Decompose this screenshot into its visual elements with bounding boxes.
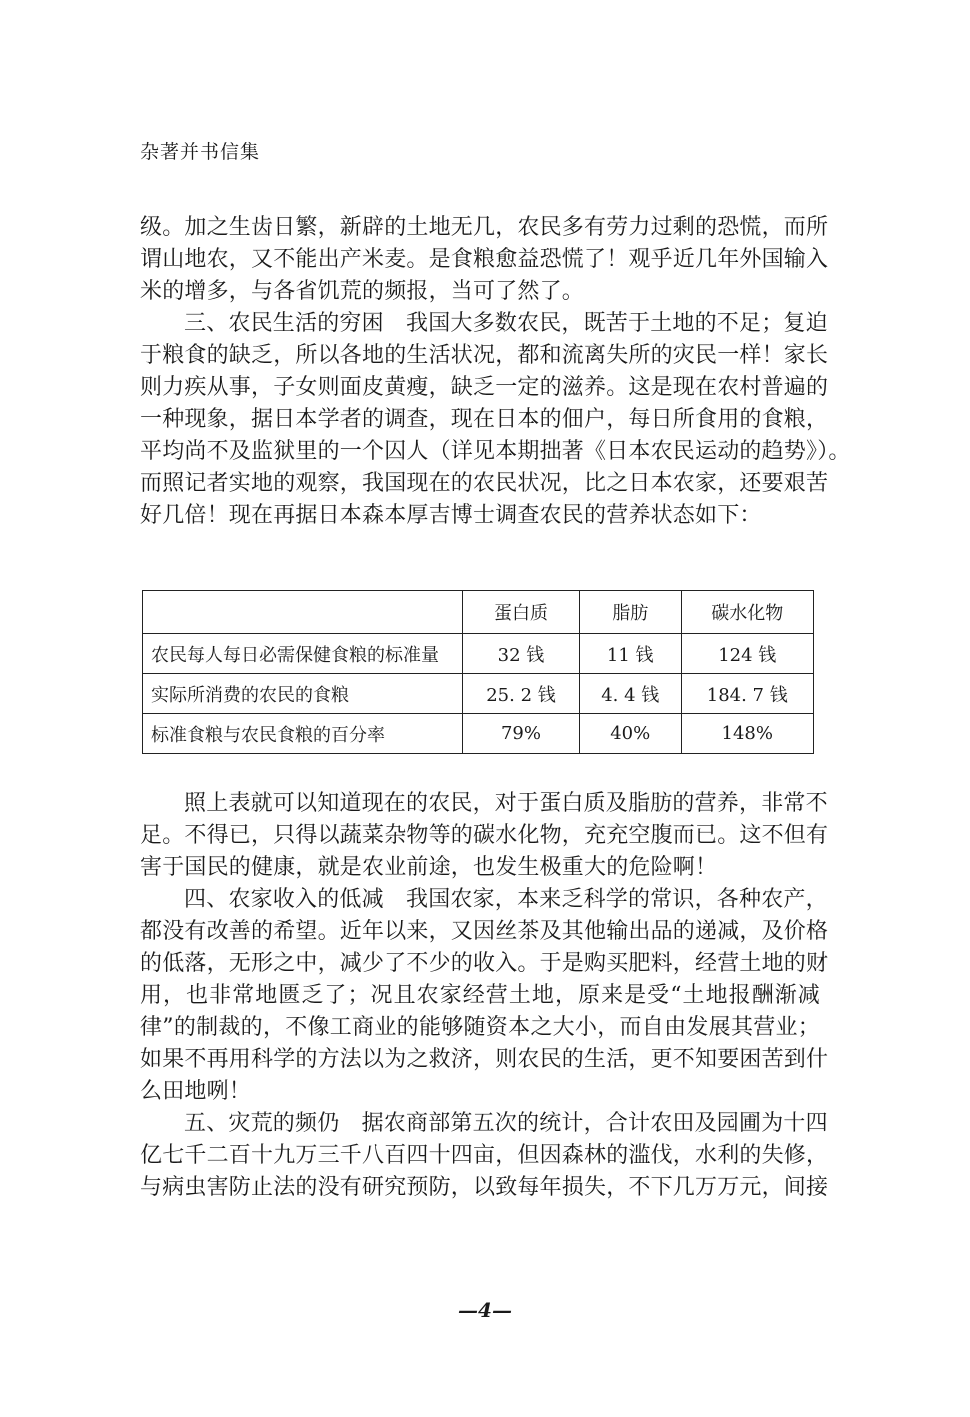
text-line: 如果不再用科学的方法以为之救济，则农民的生活，更不知要困苦到什 [140,1047,829,1072]
text-line: 平均尚不及监狱里的一个囚人（详见本期拙著《日本农民运动的趋势》）。 [140,439,851,464]
row-label: 实际所消费的农民的食粮 [143,674,463,714]
fat-value: 40% [580,714,682,754]
text-line: 害于国民的健康，就是农业前途，也发生极重大的危险啊！ [140,855,718,880]
carb-value: 148% [681,714,814,754]
text-line: 亿七千二百十九万三千八百四十四亩，但因森林的滥伐，水利的失修， [140,1143,829,1168]
row-label: 标准食粮与农民食粮的百分率 [143,714,463,754]
protein-value: 25. 2 钱 [463,674,580,714]
text-line: 照上表就可以知道现在的农民，对于蛋白质及脂肪的营养，非常不 [184,791,828,816]
table-row [143,674,814,714]
protein-value: 79% [463,714,580,754]
running-head-title: 杂著并书信集 [140,141,261,163]
carb-value: 124 钱 [681,634,814,674]
text-line: 用，也非常地匮乏了；况且农家经营土地，原来是受“土地报酬渐减 [140,983,820,1008]
text-line: 级。加之生齿日繁，新辟的土地无几，农民多有劳力过剩的恐慌，而所 [140,215,829,240]
text-line: 好几倍！现在再据日本森本厚吉博士调查农民的营养状态如下： [140,503,762,528]
text-line: 足。不得已，只得以蔬菜杂物等的碳水化物，充充空腹而已。这不但有 [140,823,829,848]
table-header-cell: 脂肪 [580,591,682,634]
body-text-bottom [140,788,829,1204]
body-text-top [140,212,851,532]
text-line: 谓山地农，又不能出产米麦。是食粮愈益恐慌了！观乎近几年外国输入 [140,247,829,272]
section-five-heading-line: 五、灾荒的频仍 据农商部第五次的统计，合计农田及园圃为十四 [184,1111,828,1136]
text-line: 与病虫害防止法的没有研究预防，以致每年损失，不下几万万元，间接 [140,1175,829,1200]
text-line: 律”的制裁的，不像工商业的能够随资本之大小，而自由发展其营业； [140,1015,820,1040]
text-line: 米的增多，与各省饥荒的频报，当可了然了。 [140,279,585,304]
protein-value: 32 钱 [463,634,580,674]
table-row [143,714,814,754]
table-header-cell: 碳水化物 [681,591,814,634]
text-line: 于粮食的缺乏，所以各地的生活状况，都和流离失所的灾民一样！家长 [140,343,829,368]
table-header-row [143,591,814,634]
table-header-cell [143,591,463,634]
text-line: 的低落，无形之中，减少了不少的收入。于是购买肥料，经营土地的财 [140,951,829,976]
section-four-heading-line: 四、农家收入的低减 我国农家，本来乏科学的常识，各种农产， [184,887,828,912]
nutrition-table [142,590,814,754]
row-label: 农民每人每日必需保健食粮的标准量 [143,634,463,674]
text-line: 都没有改善的希望。近年以来，又因丝茶及其他输出品的递减，及价格 [140,919,829,944]
table-header-cell: 蛋白质 [463,591,580,634]
carb-value: 184. 7 钱 [681,674,814,714]
text-line: 么田地咧！ [140,1079,252,1104]
fat-value: 4. 4 钱 [580,674,682,714]
text-line: 而照记者实地的观察，我国现在的农民状况，比之日本农家，还要艰苦 [140,471,829,496]
table-row [143,634,814,674]
fat-value: 11 钱 [580,634,682,674]
text-line: 一种现象，据日本学者的调查，现在日本的佃户，每日所食用的食粮， [140,407,829,432]
page-number: —4— [458,1298,512,1322]
section-three-heading-line: 三、农民生活的穷困 我国大多数农民，既苦于土地的不足；复迫 [184,311,828,336]
text-line: 则力疾从事，子女则面皮黄瘦，缺乏一定的滋养。这是现在农村普遍的 [140,375,829,400]
